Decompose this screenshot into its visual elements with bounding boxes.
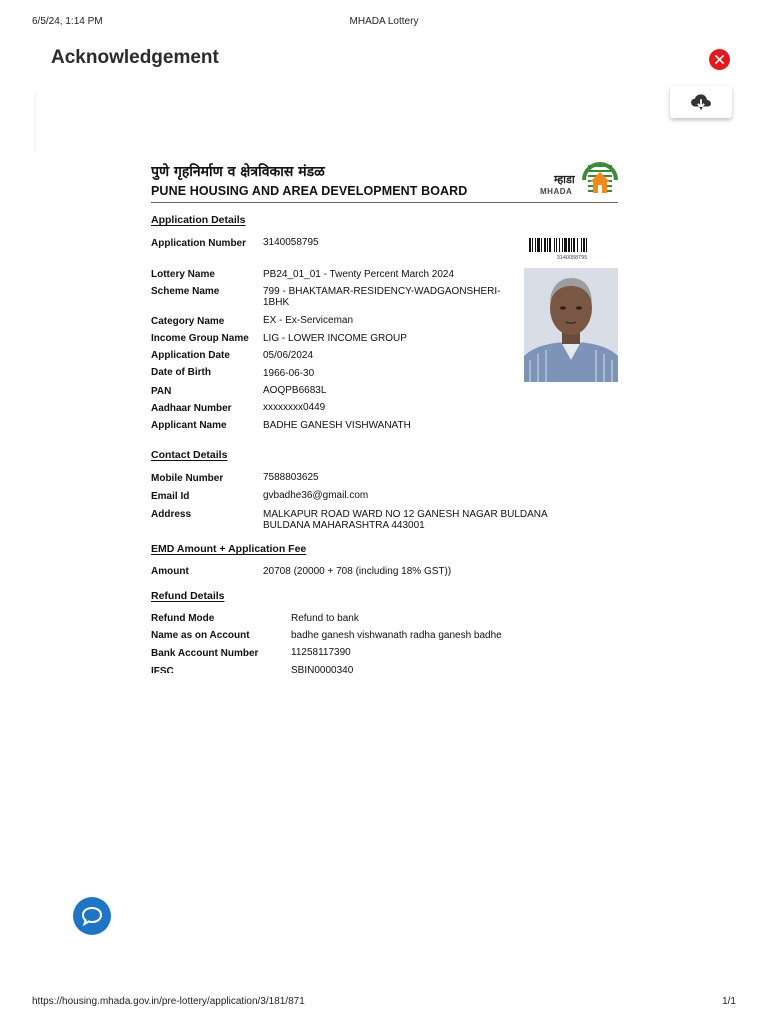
barcode-bar [554,238,555,252]
logo-english-text: MHADA [540,187,573,196]
barcode-bar [568,238,570,252]
section-refund-details: Refund Details [151,590,225,602]
barcode-bar [564,238,567,252]
acknowledgement-document [151,160,619,673]
dob-label: Date of Birth [151,367,211,378]
ifsc-value: SBIN0000340 [291,665,354,673]
panel-edge [34,92,38,152]
close-button[interactable] [709,49,730,70]
cloud-download-icon [690,93,712,111]
income-group-label: Income Group Name [151,333,249,344]
barcode-bar [547,238,548,252]
barcode-bar [581,238,582,252]
barcode-bar [535,238,536,252]
scheme-name-line1: 799 - BHAKTAMAR-RESIDENCY-WADGAONSHERI- [263,286,501,297]
print-page-count: 1/1 [722,996,736,1007]
refund-mode-value: Refund to bank [291,613,359,624]
barcode-bar [573,238,575,252]
application-date-label: Application Date [151,350,230,361]
board-name-marathi: पुणे गृहनिर्माण व क्षेत्रविकास मंडळ [151,164,325,180]
barcode-bar [549,238,551,252]
close-icon [715,55,724,64]
print-datetime: 6/5/24, 1:14 PM [32,16,103,27]
barcode-bar [532,238,533,252]
application-number-value: 3140058795 [263,237,319,248]
barcode-bar [537,238,540,252]
bank-account-label: Bank Account Number [151,648,259,659]
category-name-label: Category Name [151,316,225,327]
print-page-title: MHADA Lottery [349,16,419,27]
mobile-label: Mobile Number [151,473,224,484]
barcode-bar [586,238,587,252]
aadhaar-value: xxxxxxxx0449 [263,402,326,413]
applicant-photo-image [524,268,618,382]
address-line2: BULDANA MAHARASHTRA 443001 [263,520,425,531]
lottery-name-label: Lottery Name [151,269,215,280]
dob-value: 1966-06-30 [263,368,315,379]
modal-title: Acknowledgement [51,47,219,68]
barcode-bar [544,238,546,252]
address-line1: MALKAPUR ROAD WARD NO 12 GANESH NAGAR BULDANA [263,509,548,520]
application-number-label: Application Number [151,238,247,249]
chat-button[interactable] [73,897,111,935]
mhada-logo [538,160,618,198]
application-date-value: 05/06/2024 [263,350,314,361]
barcode-bar [583,238,585,252]
download-button[interactable] [670,86,732,118]
amount-label: Amount [151,566,189,577]
print-url: https://housing.mhada.gov.in/pre-lottery/application/3/181/871 [32,996,305,1007]
barcode-bar [577,238,578,252]
income-group-value: LIG - LOWER INCOME GROUP [263,333,407,344]
applicant-name-value: BADHE GANESH VISHWANATH [263,420,411,431]
pan-label: PAN [151,386,172,397]
barcode-number: 3140058795 [556,255,588,261]
refund-mode-label: Refund Mode [151,613,215,624]
section-application-details: Application Details [151,214,246,226]
category-name-value: EX - Ex-Serviceman [263,315,354,326]
board-name-english: PUNE HOUSING AND AREA DEVELOPMENT BOARD [151,184,468,198]
amount-value: 20708 (20000 + 708 (including 18% GST)) [263,566,452,577]
barcode-bar [541,238,542,252]
applicant-photo [524,268,618,382]
lottery-name-value: PB24_01_01 - Twenty Percent March 2024 [263,269,455,280]
bank-account-value: 11258117390 [291,647,351,658]
barcode [529,238,615,252]
barcode-bar [529,238,531,252]
barcode-bar [556,238,557,252]
header-divider [151,202,618,203]
section-emd: EMD Amount + Application Fee [151,543,307,555]
aadhaar-label: Aadhaar Number [151,403,232,414]
ifsc-label: IFSC [151,666,174,673]
logo-marathi-text: म्हाडा [554,173,575,186]
barcode-bar [562,238,563,252]
barcode-bar [571,238,572,252]
account-name-label: Name as on Account [151,630,250,641]
barcode-bar [559,238,560,252]
account-name-value: badhe ganesh vishwanath radha ganesh badhe [291,630,502,641]
mobile-value: 7588803625 [263,472,319,483]
scheme-name-label: Scheme Name [151,286,220,297]
address-label: Address [151,509,192,520]
applicant-name-label: Applicant Name [151,420,227,431]
email-label: Email Id [151,491,190,502]
email-value: gvbadhe36@gmail.com [263,490,369,501]
scheme-name-line2: 1BHK [263,297,290,308]
chat-bubble-icon [81,906,103,926]
section-contact-details: Contact Details [151,449,228,461]
pan-value: AOQPB6683L [263,385,327,396]
